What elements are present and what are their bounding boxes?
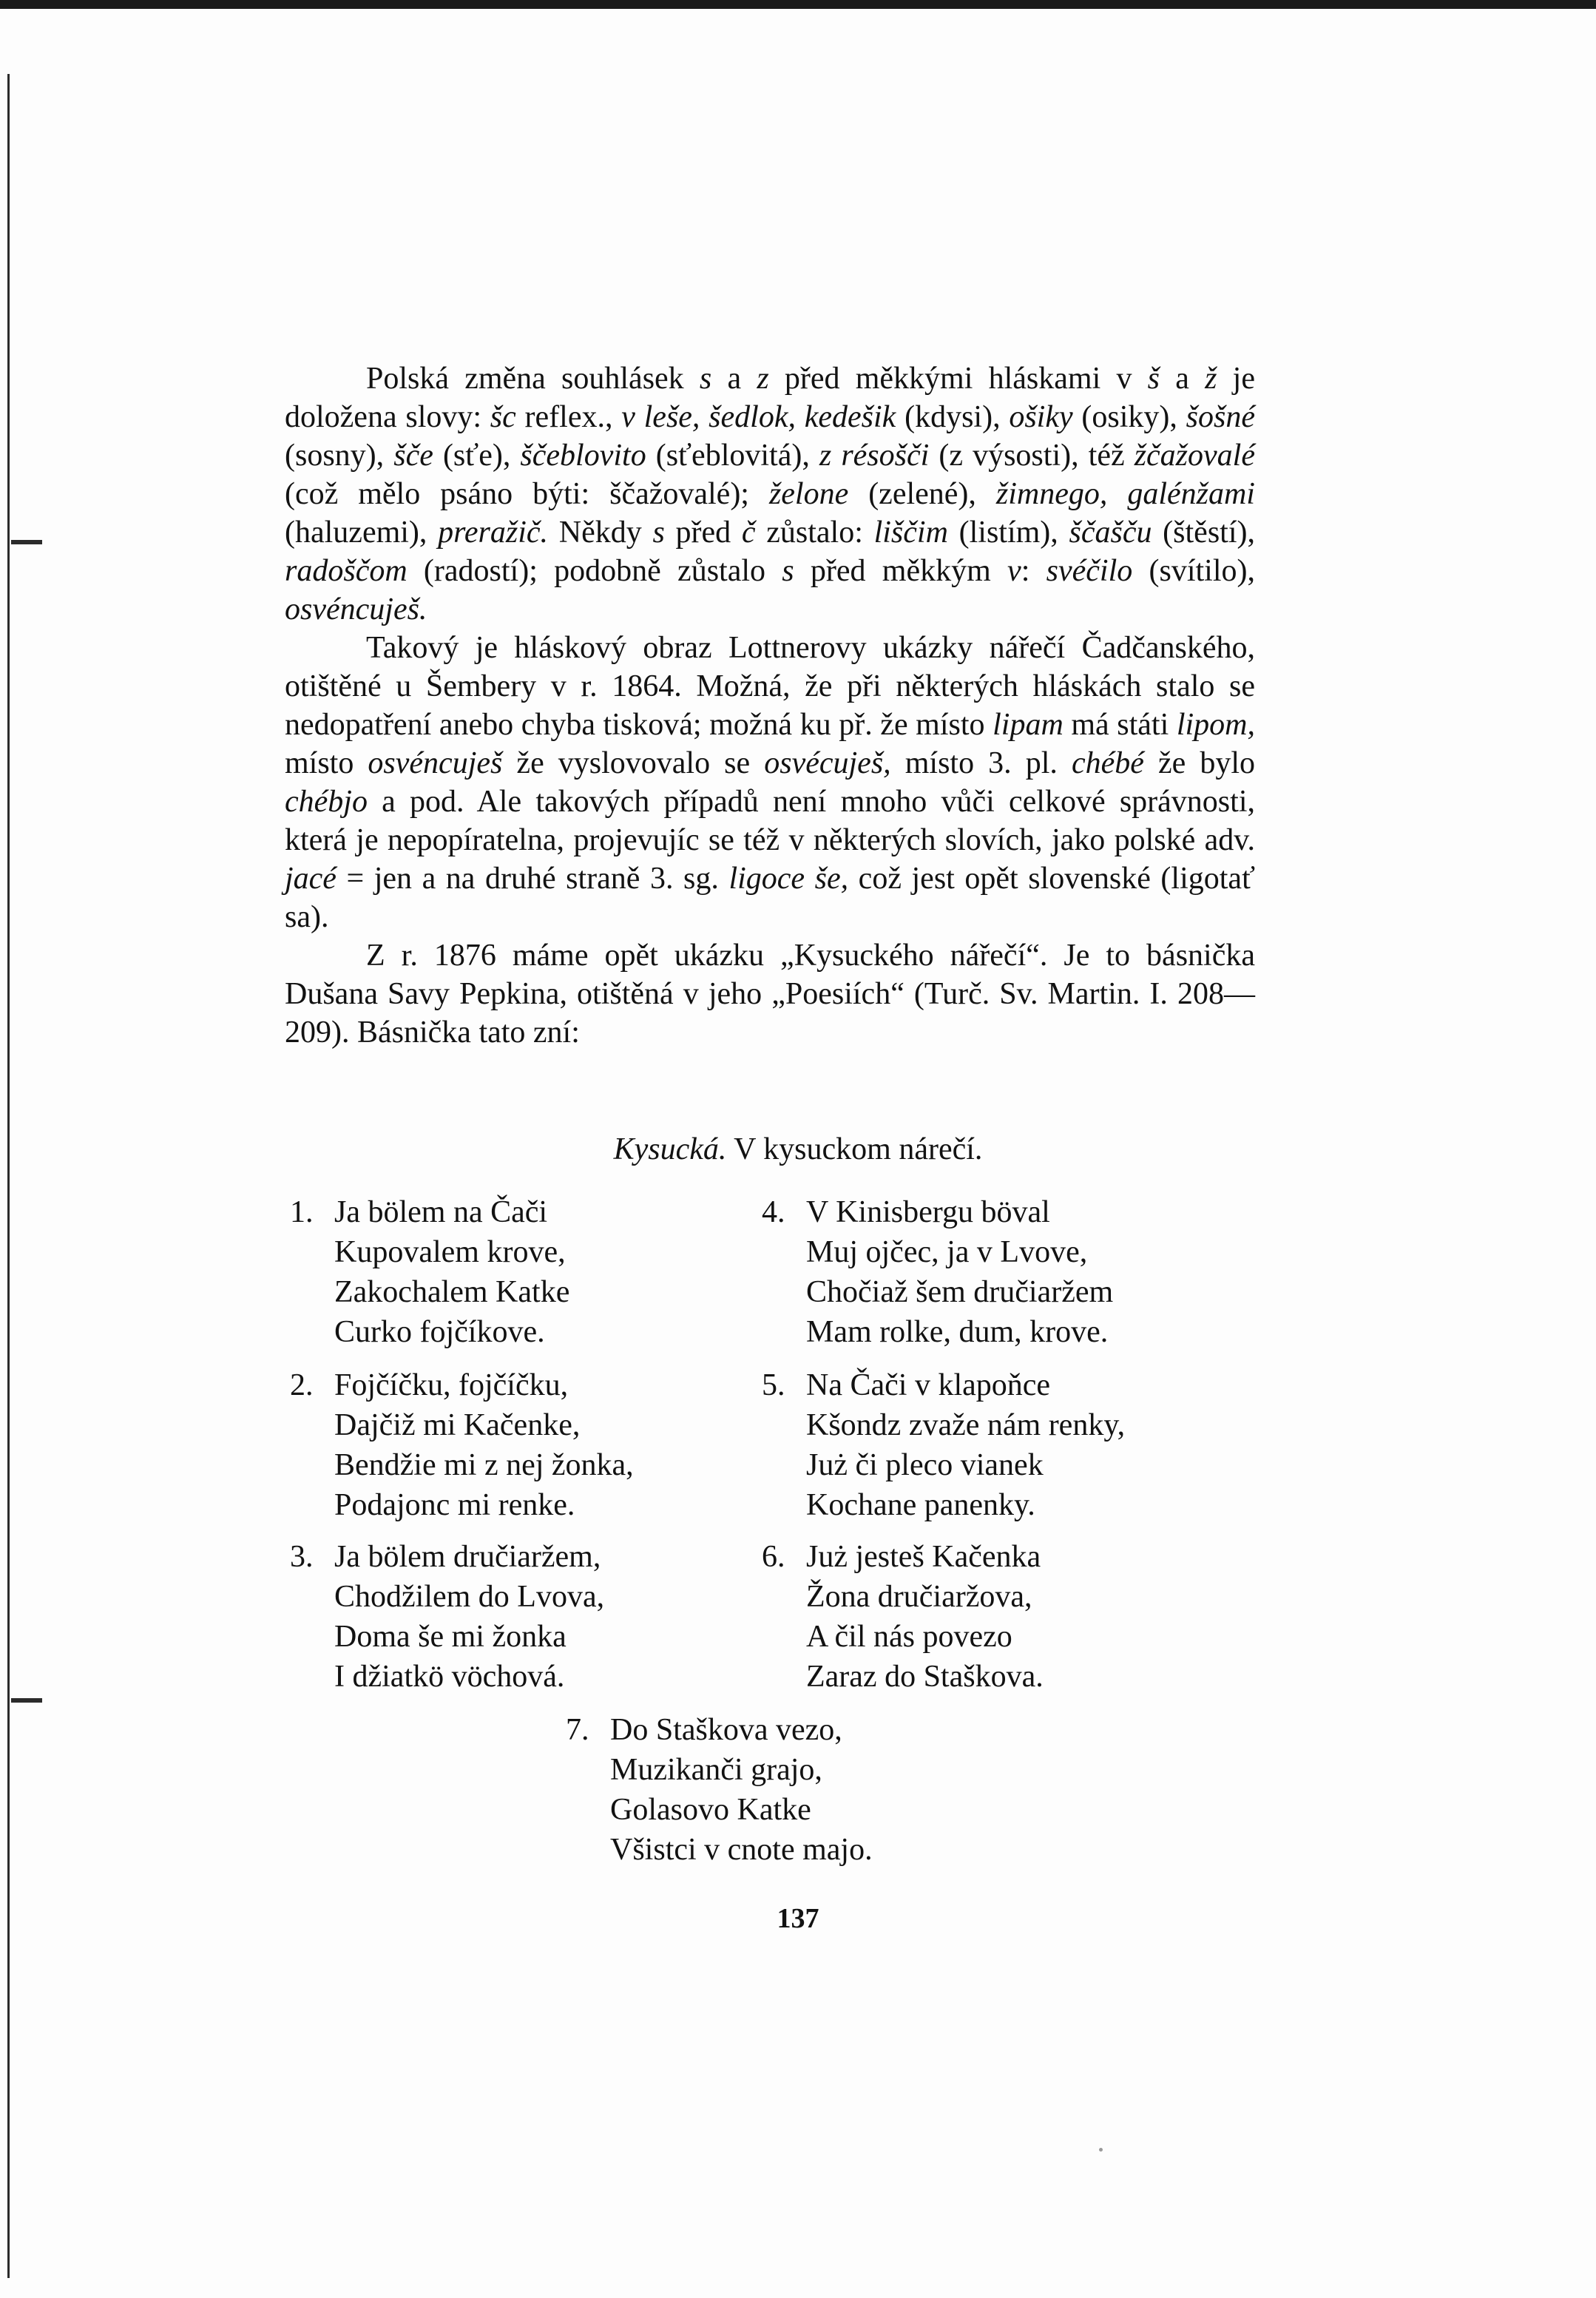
verse-line: Dajčiž mi Kačenke,: [334, 1408, 581, 1442]
verse-line: Kochane panenky.: [806, 1488, 1035, 1522]
italic-term: ligoce še,: [728, 862, 849, 896]
italic-term: s: [652, 516, 665, 550]
italic-term: č: [741, 516, 756, 550]
stanza: [290, 1365, 634, 1525]
verse-line: Zakochalem Katke: [334, 1275, 570, 1309]
verse-line: Doma še mi žonka: [334, 1620, 567, 1654]
italic-term: z: [757, 362, 769, 396]
binding-edge: [7, 74, 16, 2278]
stanza-number: 6.: [762, 1540, 785, 1574]
italic-term: liščim: [873, 516, 948, 550]
poem-title-italic: Kysucká.: [613, 1132, 727, 1166]
stanza-number: 3.: [290, 1540, 314, 1574]
stanza-number: 2.: [290, 1368, 314, 1402]
verse-line: Do Staškova vezo,: [610, 1713, 842, 1747]
verse-line: Muj ojčec, ja v Lvove,: [806, 1235, 1088, 1269]
poem-subtitle: V kysuckom nárečí.: [734, 1132, 983, 1166]
stanza: [762, 1192, 1113, 1352]
stanza: [762, 1537, 1044, 1697]
verse-line: Chočiaž šem dručiaržem: [806, 1275, 1114, 1309]
italic-term: preražič.: [438, 516, 549, 550]
italic-term: šošné: [1186, 400, 1255, 434]
italic-term: svéčilo: [1046, 554, 1133, 588]
italic-term: š: [1147, 362, 1160, 396]
verse-line: Już jesteš Kačenka: [806, 1540, 1041, 1574]
verse-line: Na Čači v klapoňce: [806, 1368, 1051, 1402]
verse-line: Golasovo Katke: [610, 1793, 811, 1827]
verse-line: Kupovalem krove,: [334, 1235, 566, 1269]
italic-term: v leše, šedlok, kedešik: [621, 400, 896, 434]
page-number: 137: [777, 1903, 819, 1934]
scan-speck: [1099, 2148, 1103, 2152]
italic-term: ščašču: [1069, 516, 1152, 550]
italic-term: s: [699, 362, 712, 396]
italic-term: ošiky: [1009, 400, 1073, 434]
verse-line: Już či pleco vianek: [806, 1448, 1044, 1482]
verse-line: Žona dručiaržova,: [806, 1580, 1032, 1614]
paragraph-polish-consonants: Polská změna souhlásek s a z před měkkými hláskami v š a ž je doložena slovy: šc reflex., v leše, šedlok, kedešik (kdysi), ošiky (osiky), šošné (sosny), šče (sťe), ščeblovito (sťeblovitá), z résošči (z výsosti), též žčažovalé (což mělo psáno býti: ščažovalé); želone (zelené), žimnego, galénžami (haluzemi), preražič. Někdy s před č zůstalo: liščim (listím), ščašču (štěstí), radoščom (radostí); podobně zůstalo s před měkkým v: svéčilo (svítilo), osvéncuješ.: [285, 362, 1256, 626]
verse-line: Chodžilem do Lvova,: [334, 1580, 605, 1614]
italic-term: jacé: [285, 862, 337, 896]
italic-term: osvécuješ,: [764, 746, 891, 780]
stanza-number: 5.: [762, 1368, 785, 1402]
verse-line: Fojčíčku, fojčíčku,: [334, 1368, 569, 1402]
verse-line: Curko fojčíkove.: [334, 1315, 545, 1349]
verse-line: A čil nás povezo: [806, 1620, 1012, 1654]
verse-line: Muzikanči grajo,: [610, 1753, 822, 1787]
italic-term: osvéncuješ.: [285, 592, 427, 626]
stanza: [762, 1365, 1125, 1525]
binding-mark: [11, 1698, 42, 1703]
italic-term: v: [1007, 554, 1021, 588]
stanza: [290, 1192, 569, 1352]
stanza: [566, 1710, 873, 1870]
stanza: [290, 1537, 604, 1697]
poem-title: [0, 1132, 1596, 1167]
scan-top-border: [0, 0, 1596, 9]
italic-term: s: [782, 554, 794, 588]
verse-line: Bendžie mi z nej žonka,: [334, 1448, 634, 1482]
verse-line: Ja bölem na Čači: [334, 1195, 548, 1229]
stanza-number: 1.: [290, 1195, 314, 1229]
verse-line: Všistci v cnote majo.: [610, 1833, 873, 1867]
italic-term: žčažovalé: [1134, 439, 1255, 473]
stanza-number: 4.: [762, 1195, 785, 1229]
italic-term: radoščom: [285, 554, 408, 588]
verse-line: V Kinisbergu böval: [806, 1195, 1050, 1229]
verse-line: Podajonc mi renke.: [334, 1488, 575, 1522]
verse-line: Ja bölem dručiaržem,: [334, 1540, 601, 1574]
italic-term: lipam: [993, 708, 1064, 742]
italic-term: šče: [393, 439, 433, 473]
binding-mark: [11, 540, 42, 544]
italic-term: chébé: [1071, 746, 1144, 780]
verse-line: I džiatkö vöchová.: [334, 1660, 565, 1694]
paragraph-lottner-sample: Takový je hláskový obraz Lottnerovy ukázky nářečí Čadčanského, otištěné u Šembery v r. 1864. Možná, že při některých hláskách stalo se nedopatření anebo chyba tisková; možná ku př. že místo lipam má státi lipom, místo osvéncuješ že vyslovovalo se osvécuješ, místo 3. pl. chébé že bylo chébjo a pod. Ale takových případů není mnoho vůči celkové správnosti, která je nepopíratelna, projevujíc se též v některých slovích, jako polské adv. jacé = jen a na druhé straně 3. sg. ligoce še, což jest opět slovenské (ligotať sa).: [285, 631, 1256, 934]
italic-term: z résošči: [819, 439, 930, 473]
italic-term: lipom,: [1176, 708, 1255, 742]
italic-term: chébjo: [285, 785, 368, 819]
verse-line: Zaraz do Staškova.: [806, 1660, 1044, 1694]
verse-line: Kšondz zvaže nám renky,: [806, 1408, 1126, 1442]
italic-term: ž: [1205, 362, 1217, 396]
italic-term: ščeblovito: [520, 439, 646, 473]
italic-term: žimnego, galénžami: [995, 477, 1255, 511]
italic-term: želone: [768, 477, 849, 511]
verse-line: Mam rolke, dum, krove.: [806, 1315, 1109, 1349]
paragraph-kysuce-sample: Z r. 1876 máme opět ukázku „Kysuckého nářečí“. Je to básnička Dušana Savy Pepkina, otištěná v jeho „Poesiích“ (Turč. Sv. Martin. I. 208—209). Básnička tato zní:: [285, 939, 1255, 1050]
body-text: [285, 359, 1255, 1052]
italic-term: šc: [490, 400, 516, 434]
italic-term: osvéncuješ: [368, 746, 503, 780]
stanza-number: 7.: [566, 1713, 589, 1747]
